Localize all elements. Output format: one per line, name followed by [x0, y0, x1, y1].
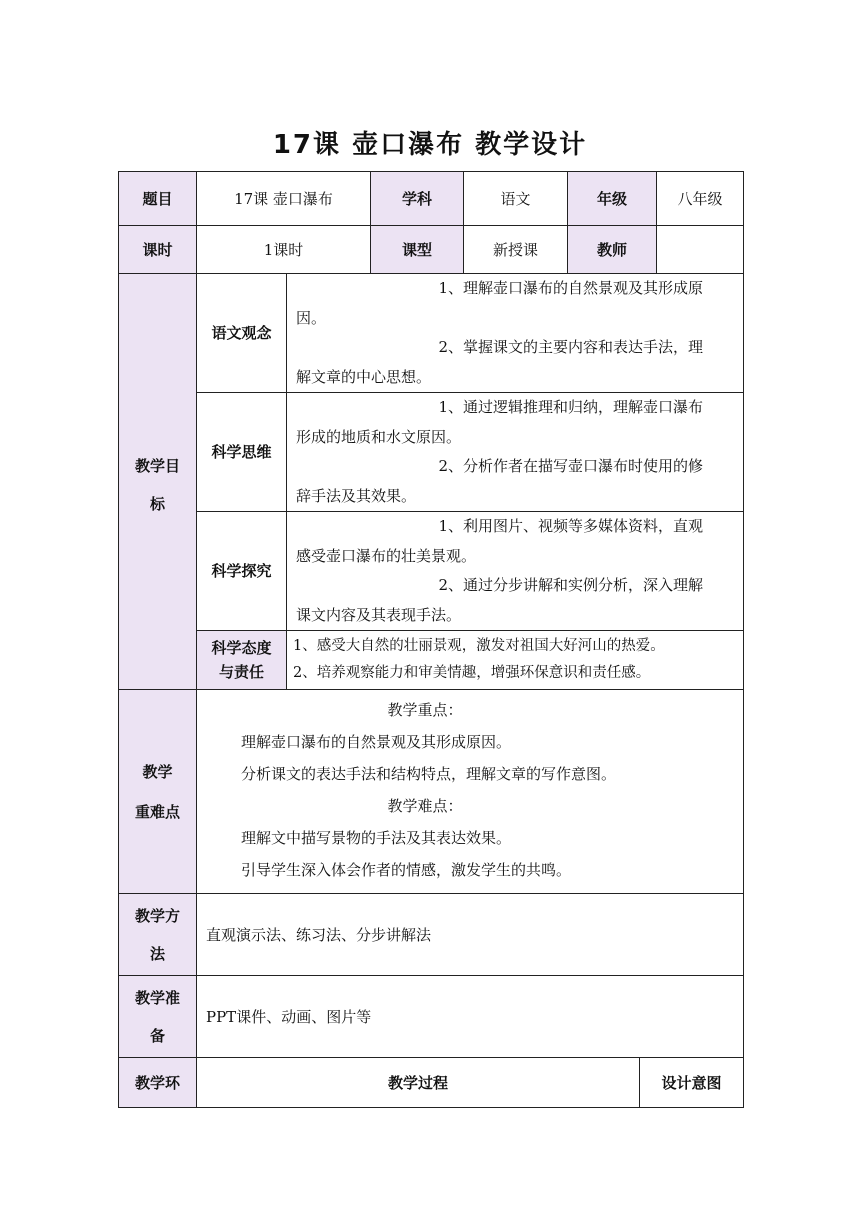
objectives-label [119, 274, 197, 690]
method-label: 教学方 法 [119, 894, 197, 976]
objective-row-thinking [119, 393, 744, 512]
preparation-label: 教学准 备 [119, 976, 197, 1058]
row-process-header [119, 1058, 744, 1108]
key-points-content [197, 690, 744, 894]
objective-label-language: 语文观念 [197, 274, 287, 393]
hours-value: 1课时 [197, 226, 371, 274]
method-value: 直观演示法、练习法、分步讲解法 [197, 894, 744, 976]
row-topic [119, 172, 744, 226]
difficulty-item: 理解文中描写景物的手法及其表达效果。 [241, 829, 512, 847]
objectives-label-line2: 标 [149, 494, 165, 513]
hours-label: 课时 [119, 226, 197, 274]
focus-heading: 教学重点： [387, 701, 463, 719]
topic-label: 题目 [119, 172, 197, 226]
row-key-points [119, 690, 744, 894]
teacher-value [657, 226, 744, 274]
preparation-value: PPT课件、动画、图片等 [197, 976, 744, 1058]
objective-label-thinking: 科学思维 [197, 393, 287, 512]
objective-content-thinking: 1、通过逻辑推理和归纳，理解壶口瀑布 形成的地质和水文原因。 2、分析作者在描写壶口瀑布时使用的修 辞手法及其效果。 [287, 393, 744, 512]
page-title: 17课 壶口瀑布 教学设计 [272, 130, 588, 160]
objective-content-language: 1、理解壶口瀑布的自然景观及其形成原 因。 2、掌握课文的主要内容和表达手法，理 解文章的中心思想。 [287, 274, 744, 393]
focus-item: 分析课文的表达手法和结构特点，理解文章的写作意图。 [241, 765, 617, 783]
grade-label: 年级 [568, 172, 657, 226]
grade-value: 八年级 [657, 172, 744, 226]
stage-label: 教学环 [119, 1058, 197, 1108]
subject-label: 学科 [371, 172, 464, 226]
row-method [119, 894, 744, 976]
key-points-label: 教学 重难点 [119, 690, 197, 894]
objective-content-attitude: 1、感受大自然的壮丽景观，激发对祖国大好河山的热爱。 2、培养观察能力和审美情趣，增强环保意识和责任感。 [287, 631, 744, 690]
difficulty-heading: 教学难点： [387, 797, 463, 815]
type-label: 课型 [371, 226, 464, 274]
process-label: 教学过程 [197, 1058, 640, 1108]
difficulty-item: 引导学生深入体会作者的情感，激发学生的共鸣。 [241, 861, 572, 879]
row-preparation [119, 976, 744, 1058]
topic-value: 17课 壶口瀑布 [197, 172, 371, 226]
objective-label-attitude: 科学态度 与责任 [197, 631, 287, 690]
objectives-label-line1: 教学目 [134, 456, 180, 475]
row-hours [119, 226, 744, 274]
teacher-label: 教师 [568, 226, 657, 274]
objective-content-inquiry: 1、利用图片、视频等多媒体资料，直观 感受壶口瀑布的壮美景观。 2、通过分步讲解和实例分析，深入理解 课文内容及其表现手法。 [287, 512, 744, 631]
focus-item: 理解壶口瀑布的自然景观及其形成原因。 [241, 733, 512, 751]
objective-label-inquiry: 科学探究 [197, 512, 287, 631]
intent-label: 设计意图 [640, 1058, 744, 1108]
type-value: 新授课 [464, 226, 568, 274]
objective-row-language [119, 274, 744, 393]
lesson-plan-table [118, 171, 744, 1108]
subject-value: 语文 [464, 172, 568, 226]
objective-row-inquiry [119, 512, 744, 631]
objective-row-attitude [119, 631, 744, 690]
